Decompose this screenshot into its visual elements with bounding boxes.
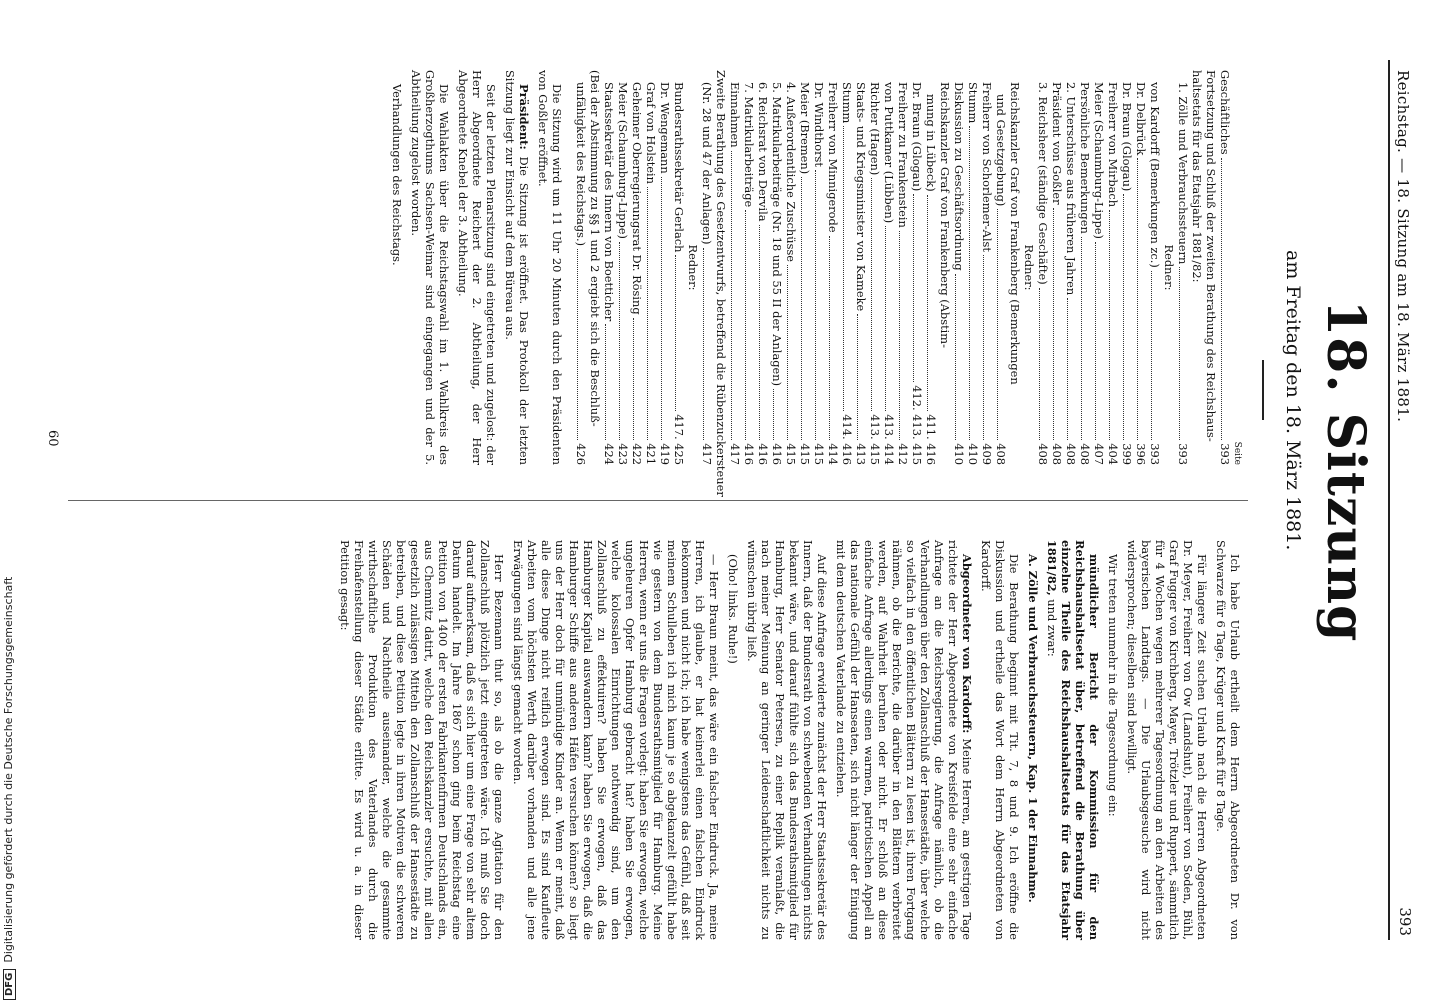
toc-entry-page: 409 (980, 443, 994, 465)
paragraph-text: Verhandlungen des Reichstags. (390, 84, 404, 266)
paragraph-text: Die Sitzung wird um 11 Uhr 20 Minuten durch den Präsidenten von Goßler eröffnet. (536, 70, 564, 465)
toc-leader-dots (997, 209, 998, 440)
digitization-credit (2, 0, 22, 1000)
toc-leader-dots (815, 170, 816, 440)
toc-entry-page: 417 (728, 443, 742, 465)
paragraph (726, 540, 740, 940)
toc-entry-text: Freiherr von Mirbach (1106, 82, 1120, 208)
toc-leader-dots (1151, 271, 1152, 440)
toc-entry-text: (Nr. 28 und 47 der Anlagen) (700, 82, 714, 245)
toc-entry-text: Stumm (840, 82, 854, 124)
paragraph (745, 540, 829, 940)
toc-leader-dots (927, 195, 928, 412)
toc-leader-dots (675, 255, 676, 411)
toc-entry-page: 424 (602, 443, 616, 465)
toc-entry (868, 70, 882, 465)
toc-entry (910, 70, 924, 465)
paragraph-text: Auf diese Anfrage erwiderte zunächst der Herr Staatssekretär des Innern, daß der Bundesrath von schwebenden Verhandlungen nichts bekannt wäre, und darauf fühlte sich das Bundesrathsmitglied für Hamburg, Herr Senator Petersen, zu einer Replik veranlaßt, die nach meiner Meinung an geringer Leidenschaftlichkeit nichts zu wünschen übrig ließ. (745, 540, 829, 940)
toc-entry-text: Freiherr von Schorlemer-Alst (980, 82, 994, 252)
toc-entry-page: 412 (896, 443, 910, 465)
toc-entry (1050, 70, 1064, 465)
left-column (385, 70, 1242, 497)
toc-leader-dots (633, 318, 634, 441)
toc-leader-dots (605, 324, 606, 440)
toc-entry (938, 70, 952, 465)
toc-entry-text: 6. Reichsrat von Dervila (756, 82, 770, 222)
toc-entry-page: 417 (700, 443, 714, 465)
toc-entry-page: 426 (574, 443, 588, 465)
toc-entry-text: Graf von Holstein (644, 82, 658, 184)
toc-entry (686, 70, 700, 465)
toc-leader-dots (773, 389, 774, 440)
toc-entry (1148, 70, 1162, 465)
toc-entry-page: 415 (798, 443, 812, 465)
toc-entry-text: Geschäftliches (1218, 70, 1232, 155)
toc-entry-page: 408 (1078, 443, 1092, 465)
toc-entry-page: 416 (770, 443, 784, 465)
toc-entry (588, 70, 602, 465)
toc-entry-text: Geheimer Oberregierungsrat Dr. Rösing (630, 82, 644, 315)
toc-entry-text: Dr. Braun (Glogau) (910, 82, 924, 192)
toc-entry-text: Richter (Hagen) (868, 82, 882, 176)
paragraph-text: Die Wahlakten über die Reichstagswahl im 1. Wahlkreis des Großherzogthums Sachsen-Weimar sind eingegangen und der 5. Abtheilung zugelost worden. (409, 70, 451, 465)
toc-leader-dots (1095, 242, 1096, 440)
toc-leader-dots (913, 194, 914, 382)
toc-leader-dots (969, 126, 970, 440)
right-column (333, 540, 1242, 940)
toc-entry (1190, 70, 1204, 465)
toc-leader-dots (745, 210, 746, 440)
toc-entry-page: 393 (1176, 443, 1190, 465)
toc-entry (1134, 70, 1148, 465)
paragraph (536, 70, 564, 465)
toc-entry (896, 70, 910, 465)
paragraph (1045, 540, 1101, 940)
toc-heading: Redner: (1022, 244, 1036, 291)
toc-leader-dots (1109, 210, 1110, 440)
column-divider (68, 500, 1248, 501)
paragraph-text: Die Sitzung ist eröffnet. Das Protokoll der letzten Sitzung liegt zur Einsicht auf dem Büreau aus. (503, 70, 531, 465)
toc-entry-page: 408 (1036, 443, 1050, 465)
toc-entry-text: Dr. Windthorst (812, 82, 826, 167)
toc-leader-dots (731, 151, 732, 441)
toc-entry (742, 70, 756, 465)
toc-entry (644, 70, 658, 465)
toc-entry (882, 70, 896, 465)
toc-entry (1204, 70, 1218, 465)
toc-entry-page: 414 (826, 443, 840, 465)
toc-entry-text: Fortsetzung und Schluß der zweiten Berathung des Reichshaus- (1204, 70, 1218, 442)
toc-leader-dots (871, 178, 872, 411)
paragraph (979, 540, 1021, 940)
paragraph-emphasis: Präsident: (517, 84, 531, 150)
toc-entry-text: Bundesrathssekretär Gerlach (672, 82, 686, 253)
toc-leader-dots (1053, 208, 1054, 441)
paragraph (1125, 540, 1209, 940)
toc-entry-text: Reichskanzler Graf von Frankenberg (Bemerkungen (1008, 82, 1022, 385)
paragraph (1214, 540, 1242, 940)
session-title: 18. Sitzung (1315, 300, 1376, 643)
toc-entry (714, 70, 728, 497)
toc-entry-page: 415 (784, 443, 798, 465)
paragraph-text: Für längere Zeit suchen Urlaub nach die Herren Abgeordneten Dr. Meyer, Freiherr von Ow (Landshut), Freiherr von Soden, Bühl, Graf Fugger von Kirchberg, Mayer, Trötzler und Ruppert, sämmtlich für 4 Wochen wegen mehrerer Tagesordnung an den Arbeiten des bayerischen Landtags. — Die Urlaubsgesuche wird nicht widersprochen; dieselben sind bewilligt. (1125, 540, 1209, 940)
toc-entry (770, 70, 784, 465)
toc-entry-page: 417. 425 (672, 414, 686, 465)
toc-leader-dots (577, 249, 578, 440)
toc-heading: Redner: (1162, 244, 1176, 291)
toc-entry (616, 70, 630, 465)
toc-entry (1008, 70, 1022, 465)
bottom-page-number: 60 (45, 430, 60, 447)
toc-heading: Redner: (686, 244, 700, 291)
toc-entry-text: unfähigkeit des Reichstags.) (574, 82, 588, 247)
toc-entry-text: Präsident von Goßler (1050, 82, 1064, 205)
toc-leader-dots (703, 248, 704, 441)
toc-entry-page: 412. 413. 415 (910, 385, 924, 465)
toc-entry (798, 70, 812, 465)
toc-entry (812, 70, 826, 465)
toc-entry-page: 399 (1120, 443, 1134, 465)
toc-entry-text: Staats- und Kriegsminister von Kameke (854, 82, 868, 312)
toc-leader-dots (843, 126, 844, 411)
toc-entry-page: 396 (1134, 443, 1148, 465)
toc-leader-dots (619, 242, 620, 440)
toc-entry-text: von Kardorff (Bemerkungen zc.) (1148, 82, 1162, 268)
toc-entry (826, 70, 840, 465)
paragraph-text: Herr Bezemann thut so, als ob die ganze Agitation für den Zollanschluß plötzlich jetzt eingetreten wäre. Ich muß Sie doch darauf aufmerksam, daß es sich hier um eine Frage von sehr altem Datum handelt. Im Jahre 1867 schon ging beim Reichstag eine Petition von 1400 der ersten Fabrikantenfirmen Deutschlands ein, aus Chemnitz datirt, welche den Reichskanzler ersuchte, mit allen gesetzlich zulässigen Mitteln den Zollanschluß der Hansestädte zu betreiben, und diese Petition legte in ihren Motiven die schweren Schäden und Nachtheile auseinander, welche die gesammte wirthschaftliche Produktion des Vaterlandes durch die Freihafenstellung dieser Städte erlitte. Es wird u. a. in dieser Petition gesagt: (338, 540, 506, 940)
toc-leader-dots (1081, 237, 1082, 440)
toc-entry-page: 422 (630, 443, 644, 465)
paragraph-text: Wir treten nunmehr in die Tagesordnung ein: (1106, 554, 1120, 817)
toc-entry-text: Stumm (966, 82, 980, 124)
toc-entry (1106, 70, 1120, 465)
paragraph (409, 70, 451, 465)
toc-entry (602, 70, 616, 465)
paragraph-text: und zwar: (1045, 595, 1059, 657)
toc-entry-text: Meier (Bremen) (798, 82, 812, 175)
right-text (338, 540, 1242, 940)
toc-entry-text: Persönliche Bemerkungen (1078, 82, 1092, 234)
left-text (390, 70, 564, 465)
toc-leader-dots (983, 255, 984, 440)
paragraph-text: — Herr Braun meint, das wäre ein falscher Eindruck. Ja, meine Herren, ich glaube, er hat keinerlei einen falschen Eindruck bekommen und nicht ich; ich habe wenigstens das Gefühl, daß seit meinem Schulleben ich mich kaum je so abgekanzelt gefühlt habe wie gestern von dem Bundesrathsmitglied für Hamburg. Meine Herren, wenn er uns die Fragen vorlegt: haben Sie erwogen, welche ungeheuren Opfer Hamburg gebracht hat? haben Sie erwogen, welche kolossalen Einrichtungen nothwendig sind, um den Zollanschluß zu effektuiren? haben Sie erwogen, daß das Hamburger Kapital auswandern kann? haben Sie erwogen, daß die Hamburger Schiffe aus anderen Häfen versuchen können? so liegt uns der Herr doch für unmündige Kinder an. Wenn er meint, daß alle diese Dinge nicht reiflich erwogen sind. Es sind Kaufleute Arbeiten vom höchsten Werth darüber vorhanden und alle jene Erwägungen sind längst gemacht worden. (511, 540, 721, 940)
toc-entry-text: 4. Außerordentliche Zuschüsse (784, 82, 798, 263)
toc-entry (924, 70, 938, 465)
toc-entry-text: Meier (Schaumburg-Lippe) (616, 82, 630, 239)
toc-entry-text: (Bei der Abstimmung zu §§ 1 und 2 ergiebt sich die Beschluß- (588, 70, 602, 427)
toc-entry-page: 393 (1218, 443, 1232, 465)
toc-entry-text: Dr. Wengemann (658, 82, 672, 174)
toc-entry (966, 70, 980, 465)
toc-leader-dots (647, 187, 648, 440)
toc-leader-dots (1179, 267, 1180, 440)
toc-entry (756, 70, 770, 465)
toc-entry-text: Diskussion zu Geschäftsordnung (952, 82, 966, 271)
toc-entry-text: 3. Reichsheer (ständige Geschäfte) (1036, 82, 1050, 285)
toc-entry (1036, 70, 1050, 465)
toc-entry (1218, 70, 1232, 465)
toc-entry-page: 404 (1106, 443, 1120, 465)
paragraph-text: Meine Herren, am gestrigen Tage richtete der Herr Abgeordnete von Kreisfelde eine sehr einfache Anfrage an die Reichsregierung, die Anfrage nämlich, ob die Verhandlungen über den Zollanschluß der Hansestädte, über welche so vielfach in den öffentlichen Blättern zu lesen ist, ihren Fortgang nähmen, ob die Berichte, die darüber in den Blättern verbreitet werden, auf Wahrheit beruhen oder nicht. Er schloß an diese einfache Anfrage allerdings einen warmen, patriotischen Appell an das nationale Gefühl der Hanseaten, sich nicht länger der Einigung mit dem deutschen Vaterlande zu entziehen. (834, 540, 974, 940)
paragraph-text: Ich habe Urlaub ertheilt dem Herrn Abgeordneten Dr. von Schwarze für 6 Tage, Krüger und Kraft für 8 Tage. (1214, 540, 1242, 940)
toc-entry (952, 70, 966, 465)
toc-entry-page: 423 (616, 443, 630, 465)
toc-entry-page: 410 (952, 443, 966, 465)
toc-entry (1162, 70, 1176, 465)
paragraph (456, 70, 498, 465)
toc-entry (728, 70, 742, 465)
toc-entry-page: 408 (1050, 443, 1064, 465)
toc-leader-dots (1123, 194, 1124, 440)
toc-leader-dots (661, 177, 662, 441)
toc-entry (1176, 70, 1190, 465)
toc-entry-page: 408 (1064, 443, 1078, 465)
dfg-logo: DFG (3, 969, 16, 1000)
paragraph (834, 540, 974, 940)
toc-entry-page: 419 (658, 443, 672, 465)
toc-entry (854, 70, 868, 465)
toc-entry (1078, 70, 1092, 465)
toc-entry-page: 407 (1092, 443, 1106, 465)
toc-entry-text: 7. Matrikularbeiträge (742, 82, 756, 208)
header-rule (1388, 60, 1390, 940)
paragraph (1026, 540, 1040, 940)
credit-text: Digitalisierung gefördert durch die Deutsche Forschungsgemeinschaft (2, 576, 15, 963)
toc-entry (1064, 70, 1078, 465)
toc-entry-page: 421 (644, 443, 658, 465)
toc-entry-text: mung in Lübeck) (924, 94, 938, 192)
seite-label: Seite (1232, 441, 1242, 465)
toc-entry (784, 70, 798, 465)
toc-entry-text: Freiherr von Minnigerode (826, 82, 840, 233)
running-title: Reichstag. — 18. Sitzung am 18. März 1881. (1394, 70, 1412, 423)
toc-entry (672, 70, 686, 465)
paragraph (390, 70, 404, 465)
toc-leader-dots (787, 265, 788, 440)
toc-entry (1120, 70, 1134, 465)
toc-entry (658, 70, 672, 465)
paragraph-text: (Oho! links. Ruhe!) (726, 554, 740, 664)
toc-entry-text: 1. Zölle und Verbrauchssteuern (1176, 82, 1190, 265)
toc-entry-page: 416 (742, 443, 756, 465)
toc-leader-dots (857, 314, 858, 440)
toc-entry-text: und Gesetzgebung) (994, 94, 1008, 207)
toc-leader-dots (1221, 158, 1222, 441)
toc-entry-page: 408 (994, 443, 1008, 465)
toc-leader-dots (955, 274, 956, 441)
toc-entry-text: 5. Matrikularbeiträge (Nr. 18 und 55 II der Anlagen) (770, 82, 784, 387)
toc-entry-page: 416 (756, 443, 770, 465)
toc-entry-text: Staatssekretär des Innern von Boetticher (602, 82, 616, 322)
toc-entry (1022, 70, 1036, 465)
toc-entry-page: 413. 414 (882, 414, 896, 465)
toc-entry-text: Einnahmen (728, 82, 742, 148)
toc-entry-page: 411. 416 (924, 414, 938, 465)
toc-leader-dots (899, 231, 900, 440)
toc-entry-text: Dr. Braun (Glogau) (1120, 82, 1134, 192)
toc-entry-text: Reichskanzler Graf von Frankenberg (Abstim- (938, 82, 952, 348)
toc-entry-text: Zweite Berathung des Gesetzentwurfs, betreffend die Rübenzuckersteuer (714, 70, 728, 497)
toc-leader-dots (759, 225, 760, 441)
toc-entry-text: Meier (Schaumburg-Lippe) (1092, 82, 1106, 239)
toc-entry-text: Freiherr zu Frankenstein (896, 82, 910, 228)
paragraph (511, 540, 721, 940)
toc-entry-page: 414. 416 (840, 414, 854, 465)
toc-leader-dots (885, 226, 886, 411)
toc-leader-dots (829, 236, 830, 441)
title-separator (1262, 360, 1264, 420)
paragraph (1106, 540, 1120, 940)
toc-entry (980, 70, 994, 465)
toc-entry (840, 70, 854, 465)
paragraph-text: Seit der letzten Plenarsitzung sind eingetreten und zugelost: der Herr Abgeordnete Reichert der 2. Abtheilung, der Herr Abgeordnete Knebel der 3. Abtheilung. (456, 70, 498, 465)
toc-leader-dots (1137, 158, 1138, 440)
toc-entry-page: 413. 415 (868, 414, 882, 465)
toc-entry-page: 415 (812, 443, 826, 465)
toc-entry (1092, 70, 1106, 465)
toc-entry-page: 413 (854, 443, 868, 465)
paragraph-emphasis: A. Zölle und Verbrauchssteuern, Kap. 1 der Einnahme. (1026, 554, 1040, 903)
toc-entry-text: Dr. Delbrück (1134, 82, 1148, 156)
toc-leader-dots (1067, 298, 1068, 440)
toc-entry-text: haltsetats für das Etatsjahr 1881/82: (1190, 70, 1204, 283)
session-date: am Freitag den 18. März 1881. (1282, 250, 1304, 551)
paragraph (503, 70, 531, 465)
toc-entry (574, 70, 588, 465)
toc-entry-text: 2. Unterschüsse aus früheren Jahren (1064, 82, 1078, 296)
paragraph-text: Die Berathung beginnt mit Tit. 7, 8 und 9. Ich eröffne die Diskussion und ertheile das Wort dem Herrn Abgeordneten von Kardorff. (979, 540, 1021, 940)
toc-leader-dots (1039, 288, 1040, 441)
toc-entry (994, 70, 1008, 465)
table-of-contents (574, 70, 1232, 497)
toc-entry (630, 70, 644, 465)
paragraph-emphasis: mündlicher Bericht der Kommission für den Reichshaushaltsetat über, betreffend die Berathung über einzelne Theile des Reichshaushaltsetats für das Etatsjahr 1881/82, (1045, 540, 1101, 940)
page-number: 393 (1396, 907, 1414, 936)
paragraph (338, 540, 506, 940)
toc-entry-text: von Puttkamer (Lübben) (882, 82, 896, 224)
toc-entry (700, 70, 714, 465)
toc-leader-dots (801, 177, 802, 440)
toc-entry-page: 410 (966, 443, 980, 465)
paragraph-emphasis: Abgeordneter von Kardorff: (960, 554, 974, 734)
toc-entry-page: 393 (1148, 443, 1162, 465)
